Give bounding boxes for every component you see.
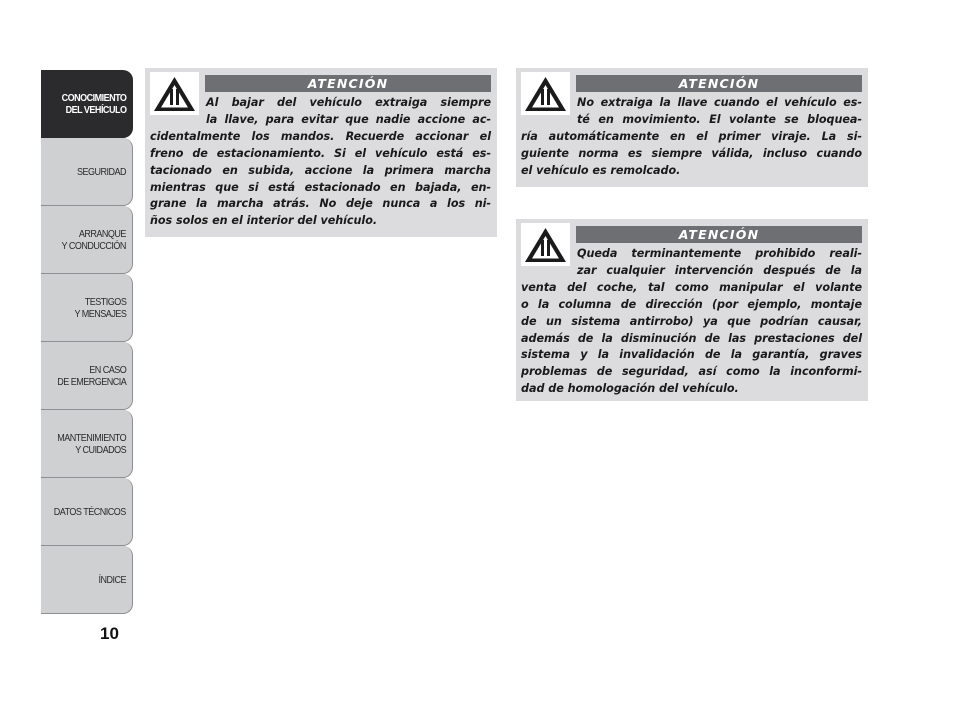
- text-line: ños solos en el interior del vehículo.: [150, 214, 378, 228]
- text-line: zar cualquier intervención después de la: [577, 263, 862, 277]
- text-line: mientras que si está estacionado en bajada, en-: [150, 180, 491, 194]
- text-line: freno de estacionamiento. Si el vehículo está es-: [150, 146, 491, 160]
- text-line: cidentalmente los mandos. Recuerde accionar el: [150, 129, 491, 143]
- tab-en-caso-de-emergencia[interactable]: [41, 342, 133, 410]
- warning-text: [150, 95, 491, 230]
- text-line: dad de homologación del vehículo.: [521, 382, 739, 396]
- page-number: 10: [100, 624, 119, 643]
- tab-label: EN CASO DE EMERGENCIA: [56, 363, 126, 388]
- text-line: No extraiga la llave cuando el vehículo es-: [577, 96, 862, 109]
- tab-mantenimiento-y-cuidados[interactable]: [41, 410, 133, 478]
- warning-heading: ATENCIÓN: [205, 75, 491, 92]
- tab-label: DATOS TÉCNICOS: [53, 505, 126, 518]
- tab-seguridad[interactable]: [41, 138, 133, 206]
- text-line: además de la disminución de las prestaciones del: [521, 331, 862, 345]
- text-line: venta del coche, tal como manipular el volante: [521, 280, 862, 294]
- text-line: ría automáticamente en el primer viraje. La si-: [521, 129, 862, 143]
- warning-box: [145, 68, 497, 237]
- text-line: la llave, para evitar que nadie accione ac-: [206, 112, 491, 126]
- warning-text: [521, 95, 862, 180]
- text-line: guiente norma es siempre válida, incluso cuando: [521, 146, 862, 160]
- tab-conocimiento-del-vehiculo[interactable]: [41, 70, 133, 138]
- tab-testigos-y-mensajes[interactable]: [41, 274, 133, 342]
- tab-indice[interactable]: [41, 546, 133, 614]
- tab-arranque-y-conduccion[interactable]: [41, 206, 133, 274]
- text-line: Al bajar del vehículo extraiga siempre: [206, 96, 491, 109]
- text-line: sistema y la invalidación de la garantía, graves: [521, 348, 862, 362]
- text-line: grane la marcha atrás. No deje nunca a los ni-: [150, 197, 491, 211]
- text-line: té en movimiento. El volante se bloquea-: [577, 112, 862, 126]
- warning-heading: ATENCIÓN: [576, 226, 862, 243]
- tab-datos-tecnicos[interactable]: [41, 478, 133, 546]
- warning-box: [516, 68, 868, 187]
- tab-label: MANTENIMIENTO Y CUIDADOS: [57, 431, 126, 456]
- warning-text: [521, 246, 862, 398]
- tab-label: TESTIGOS Y MENSAJES: [74, 295, 126, 320]
- text-line: el vehículo es remolcado.: [521, 163, 681, 177]
- warning-box: [516, 219, 868, 401]
- tab-label: CONOCIMIENTO DEL VEHÍCULO: [61, 92, 126, 116]
- tab-label: ARRANQUE Y CONDUCCIÓN: [61, 227, 126, 252]
- tab-label: ÍNDICE: [98, 573, 126, 586]
- text-line: Queda terminantemente prohibido reali-: [577, 247, 862, 260]
- text-line: problemas de seguridad, así como la inconformi-: [521, 365, 862, 379]
- text-line: de un sistema antirrobo) ya que podrían causar,: [521, 314, 862, 328]
- chapter-tabs: [41, 70, 133, 614]
- text-line: o la columna de dirección (por ejemplo, montaje: [521, 297, 862, 311]
- warning-heading: ATENCIÓN: [576, 75, 862, 92]
- text-line: tacionado en subida, accione la primera marcha: [150, 163, 491, 177]
- tab-label: SEGURIDAD: [76, 165, 126, 178]
